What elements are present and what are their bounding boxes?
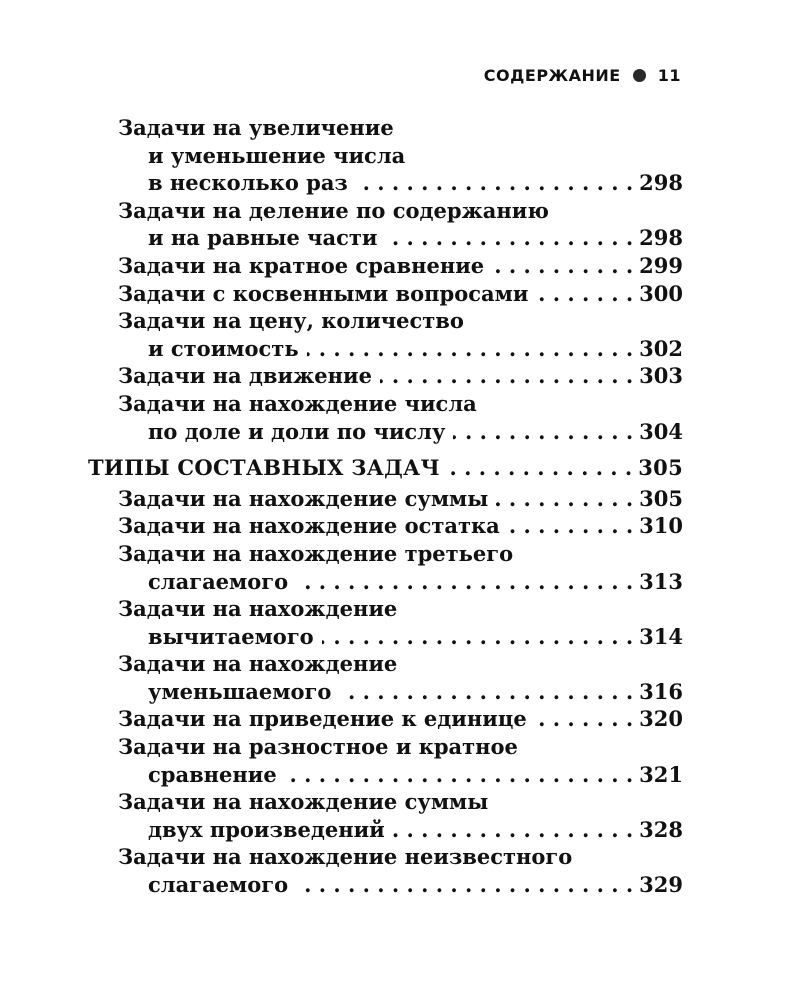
dot-leader <box>393 816 633 844</box>
toc-entry-text: Задачи на деление по содержанию <box>118 197 549 223</box>
toc-entry <box>88 169 683 197</box>
toc-entry-text: по доле и доли по числу <box>148 418 446 444</box>
toc-entry <box>88 705 683 733</box>
toc-entry <box>88 485 683 513</box>
dot-leader <box>492 252 633 280</box>
toc-entry <box>88 418 683 446</box>
dot-leader <box>535 705 633 733</box>
toc-entry-text: Задачи на увеличение <box>118 115 394 140</box>
toc-entry <box>88 595 683 623</box>
toc-page-number: 314 <box>639 623 683 649</box>
toc-page-number: 321 <box>639 761 683 787</box>
header-page-number: 11 <box>657 66 681 85</box>
toc-entry-text: Задачи на нахождение суммы <box>118 789 489 815</box>
toc-entry-text: слагаемого <box>148 872 289 898</box>
toc-entry <box>88 650 683 678</box>
toc-entry-text: Задачи на нахождение неизвестного <box>118 844 573 870</box>
toc-page-number: 305 <box>638 455 683 481</box>
toc-entry <box>88 540 683 568</box>
bullet-dot-icon <box>633 69 646 82</box>
toc-entry-text: Задачи с косвенными вопросами <box>118 280 529 306</box>
toc-entry <box>88 142 683 170</box>
dot-leader <box>448 454 632 482</box>
header-title: СОДЕРЖАНИЕ <box>483 66 621 85</box>
toc-page-number: 299 <box>639 252 683 278</box>
toc-entry <box>88 512 683 540</box>
toc-page-number: 298 <box>639 170 683 196</box>
dot-leader <box>307 335 634 363</box>
toc-entry-text: Задачи на нахождение числа <box>118 390 477 416</box>
toc-entry-text: в несколько раз <box>148 170 348 196</box>
toc-entry <box>88 224 683 252</box>
toc-entry <box>88 761 683 789</box>
dot-leader <box>285 761 633 789</box>
toc-entry-text: Задачи на нахождение <box>118 596 398 622</box>
toc-entry-text: Задачи на нахождение <box>118 651 398 677</box>
toc-entry <box>88 843 683 871</box>
toc-entry-text: Задачи на разностное и кратное <box>118 734 518 760</box>
dot-leader <box>322 623 633 651</box>
toc-page-number: 320 <box>639 706 683 732</box>
toc-entry <box>88 623 683 651</box>
dot-leader <box>508 512 633 540</box>
toc-page-number: 329 <box>639 872 683 898</box>
toc-entry <box>88 114 683 142</box>
toc-entry <box>88 788 683 816</box>
toc-entry <box>88 307 683 335</box>
toc-entry <box>88 362 683 390</box>
toc-entry-text: Задачи на нахождение остатка <box>118 513 500 539</box>
toc-entry-text: сравнение <box>148 761 277 787</box>
table-of-contents <box>88 114 683 899</box>
toc-page-number: 300 <box>639 280 683 306</box>
toc-entry <box>88 568 683 596</box>
dot-leader <box>356 169 633 197</box>
toc-entry <box>88 733 683 761</box>
dot-leader <box>453 418 633 446</box>
toc-entry <box>88 871 683 899</box>
dot-leader <box>536 280 633 308</box>
toc-entry-text: и на равные части <box>148 225 378 251</box>
toc-entry-text: Задачи на кратное сравнение <box>118 252 485 278</box>
toc-page-number: 316 <box>639 678 683 704</box>
toc-entry-text: вычитаемого <box>148 623 314 649</box>
toc-entry <box>88 390 683 418</box>
dot-leader <box>296 568 633 596</box>
toc-page-number: 305 <box>639 485 683 511</box>
toc-entry <box>88 335 683 363</box>
toc-entry-text: Задачи на приведение к единице <box>118 706 527 732</box>
toc-page-number: 310 <box>639 513 683 539</box>
toc-page-number: 328 <box>639 816 683 842</box>
toc-entry-text: Задачи на нахождение суммы <box>118 485 489 511</box>
toc-page-number: 304 <box>639 418 683 444</box>
running-header <box>484 66 681 85</box>
toc-entry-text: и уменьшение числа <box>148 142 406 168</box>
toc-entry-text: уменьшаемого <box>148 678 332 704</box>
toc-entry-text: слагаемого <box>148 568 289 594</box>
dot-leader <box>386 224 634 252</box>
toc-page-number: 313 <box>639 568 683 594</box>
toc-entry-text: Задачи на нахождение третьего <box>118 540 514 566</box>
toc-entry-text: ТИПЫ СОСТАВНЫХ ЗАДАЧ <box>88 455 440 481</box>
dot-leader <box>496 485 633 513</box>
toc-entry <box>88 197 683 225</box>
toc-page-number: 303 <box>639 363 683 389</box>
toc-page-number: 302 <box>639 335 683 361</box>
toc-entry <box>88 678 683 706</box>
toc-entry <box>88 816 683 844</box>
toc-entry-text: Задачи на цену, количество <box>118 308 464 334</box>
toc-entry-text: Задачи на движение <box>118 363 372 389</box>
toc-section-heading <box>88 454 683 482</box>
toc-entry-text: двух произведений <box>148 816 385 842</box>
toc-entry <box>88 252 683 280</box>
toc-entry-text: и стоимость <box>148 335 299 361</box>
toc-entry <box>88 280 683 308</box>
dot-leader <box>339 678 633 706</box>
dot-leader <box>380 362 633 390</box>
dot-leader <box>296 871 633 899</box>
toc-page-number: 298 <box>639 225 683 251</box>
